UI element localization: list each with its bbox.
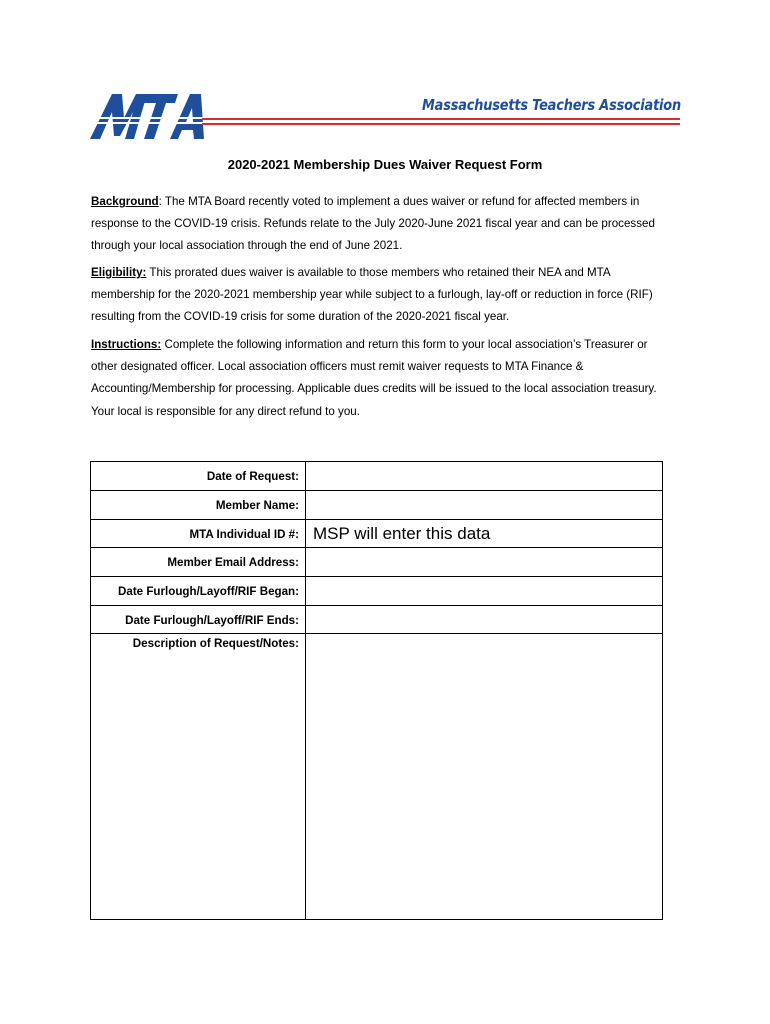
form-row-email — [91, 548, 662, 577]
form-row-began — [91, 577, 662, 606]
organization-name: Massachusetts Teachers Association — [422, 96, 682, 114]
request-form-table — [90, 461, 663, 920]
form-row-mta-id — [91, 520, 662, 548]
mta-logo — [90, 92, 205, 140]
instructions-paragraph — [91, 334, 676, 423]
began-label: Date Furlough/Layoff/RIF Began: — [118, 585, 299, 598]
eligibility-heading: Eligibility: — [91, 266, 147, 279]
mta-id-field[interactable]: MSP will enter this data — [313, 524, 491, 543]
header-rule — [202, 118, 680, 120]
background-paragraph — [91, 191, 676, 258]
header-rule — [202, 123, 680, 125]
form-row-date-of-request — [91, 462, 662, 491]
form-row-ends — [91, 606, 662, 634]
form-row-notes — [91, 634, 662, 919]
mta-id-label: MTA Individual ID #: — [189, 528, 299, 541]
date-of-request-label: Date of Request: — [206, 470, 299, 483]
background-text: : The MTA Board recently voted to implement a dues waiver or refund for affected members in response to the COVID-19 crisis. Refunds relate to the July 2020-June 2021 fiscal year and can be processed through your local association through the end of June 2021. — [91, 195, 655, 253]
background-heading: Background — [91, 195, 159, 208]
member-name-label: Member Name: — [215, 499, 299, 512]
eligibility-text: This prorated dues waiver is available to those members who retained their NEA and MTA membership for the 2020-2021 membership year while subject to a furlough, lay-off or reduction in force (RIF) resulting from the COVID-19 crisis for some duration of the 2020-2021 fiscal year. — [91, 266, 653, 324]
form-row-member-name — [91, 491, 662, 520]
ends-label: Date Furlough/Layoff/RIF Ends: — [125, 614, 299, 627]
eligibility-paragraph — [91, 262, 676, 329]
header — [90, 92, 682, 142]
instructions-text: Complete the following information and return this form to your local association’s Treasurer or other designated officer. Local association officers must remit waiver requests to MTA Finance & Accounting/Membership for processing. Applicable dues credits will be issued to the local association treasury. Your local is responsible for any direct refund to you. — [91, 338, 657, 418]
notes-label: Description of Request/Notes: — [132, 637, 299, 650]
page-title: 2020-2021 Membership Dues Waiver Request Form — [227, 157, 543, 172]
email-label: Member Email Address: — [167, 556, 299, 569]
instructions-heading: Instructions: — [91, 338, 162, 351]
